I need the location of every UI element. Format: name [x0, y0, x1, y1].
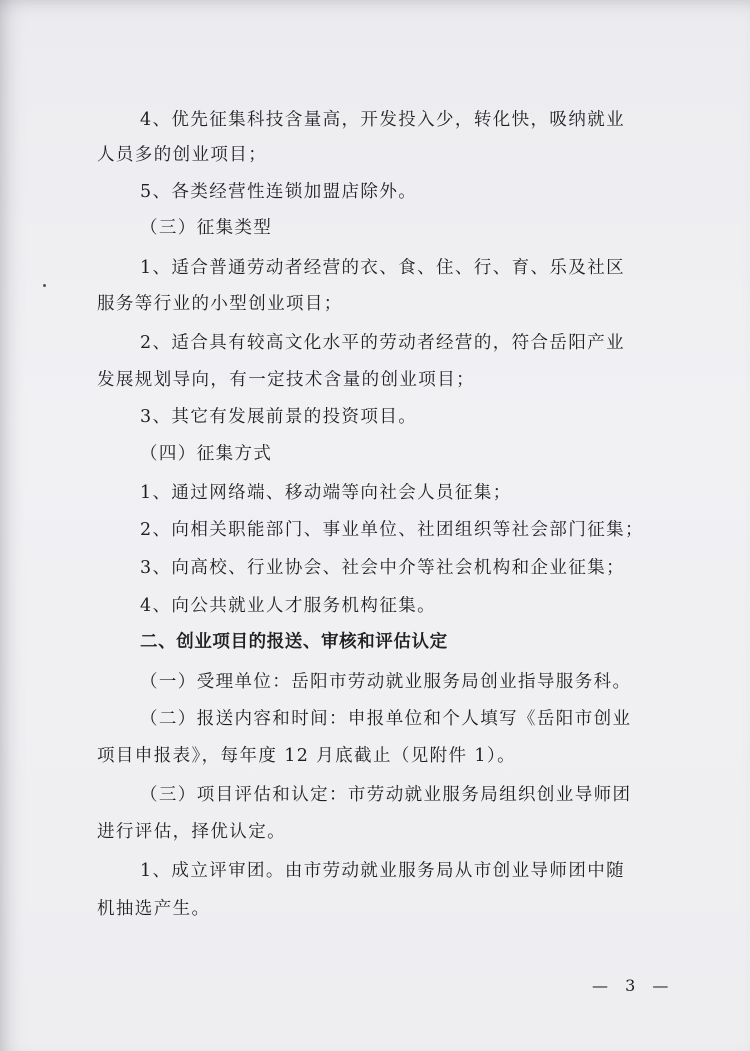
paragraph-line: （二）报送内容和时间：申报单位和个人填写《岳阳市创业	[140, 709, 632, 729]
paragraph-line: 服务等行业的小型创业项目；	[97, 294, 343, 314]
paragraph-line: 5、各类经营性连锁加盟店除外。	[140, 182, 418, 202]
paragraph-line: 1、通过网络端、移动端等向社会人员征集；	[140, 483, 512, 503]
paragraph-line: 机抽选产生。	[97, 899, 211, 919]
paragraph-line: 4、优先征集科技含量高，开发投入少，转化快，吸纳就业	[140, 110, 626, 130]
paragraph-line: 项目申报表》，每年度 12 月底截止（见附件 1）。	[97, 746, 516, 766]
scan-speck	[43, 284, 46, 287]
page-number: — 3 —	[592, 976, 675, 995]
section-heading: （三）征集类型	[140, 218, 273, 238]
paragraph-line: 人员多的创业项目；	[97, 145, 268, 165]
paragraph-line: （三）项目评估和认定：市劳动就业服务局组织创业导师团	[140, 785, 632, 805]
paragraph-line: 3、向高校、行业协会、社会中介等社会机构和企业征集；	[140, 558, 626, 578]
paragraph-line: 1、成立评审团。由市劳动就业服务局从市创业导师团中随	[140, 861, 626, 881]
paragraph-line: 2、向相关职能部门、事业单位、社团组织等社会部门征集；	[140, 520, 644, 540]
paragraph-line: （一）受理单位：岳阳市劳动就业服务局创业指导服务科。	[140, 672, 632, 692]
chapter-heading: 二、创业项目的报送、审核和评估认定	[140, 632, 448, 652]
paragraph-line: 2、适合具有较高文化水平的劳动者经营的，符合岳阳产业	[140, 333, 626, 353]
section-heading: （四）征集方式	[140, 444, 273, 464]
paragraph-line: 进行评估，择优认定。	[97, 822, 286, 842]
paragraph-line: 4、向公共就业人才服务机构征集。	[140, 596, 437, 616]
paragraph-line: 发展规划导向，有一定技术含量的创业项目；	[97, 370, 475, 390]
paragraph-line: 1、适合普通劳动者经营的衣、食、住、行、育、乐及社区	[140, 258, 626, 278]
paragraph-line: 3、其它有发展前景的投资项目。	[140, 407, 418, 427]
